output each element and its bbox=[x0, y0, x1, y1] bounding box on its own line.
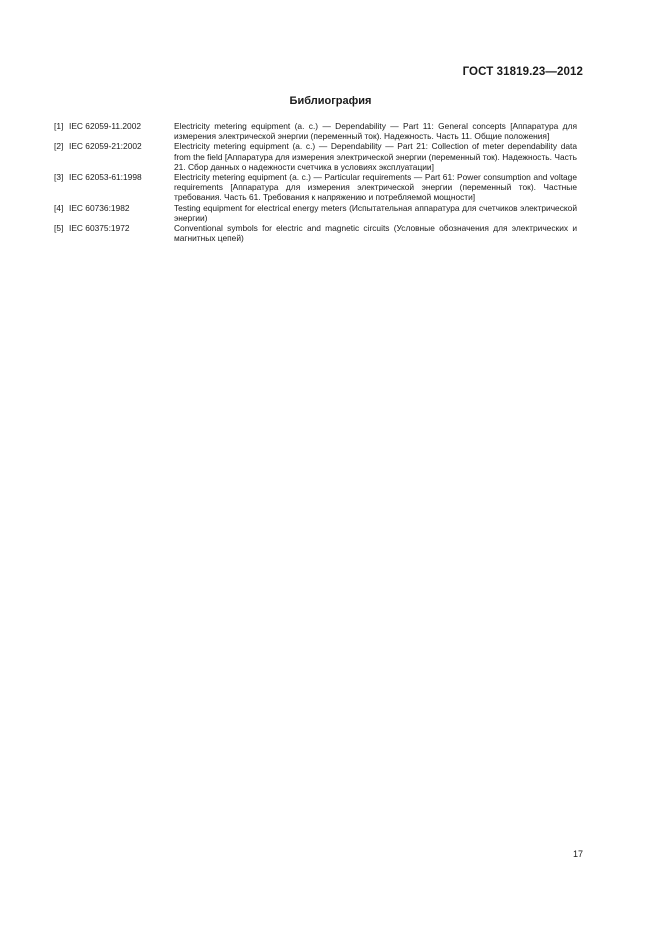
bibliography-entry bbox=[54, 203, 577, 223]
entry-number: [4] bbox=[54, 202, 64, 213]
entry-standard: IEC 62053-61:1998 bbox=[69, 172, 142, 183]
entry-number: [2] bbox=[54, 141, 64, 152]
entry-text: Conventional symbols for electric and magnetic circuits (Условные обозначения для электрических и магнитных цепей) bbox=[174, 223, 577, 244]
bibliography-entry bbox=[54, 172, 577, 203]
document-code: ГОСТ 31819.23—2012 bbox=[462, 66, 583, 78]
entry-text: Electricity metering equipment (a. c.) — Dependability — Part 21: Collection of meter dependability data from the field [Аппаратура для измерения электрической энергии (переменный ток). Надежность. Часть 21. Сбор данных о надежности счетчика в условиях эксплуатации] bbox=[174, 141, 577, 172]
bibliography-entry bbox=[54, 121, 577, 141]
entry-number: [5] bbox=[54, 223, 64, 234]
entry-text: Electricity metering equipment (a. c.) — Dependability — Part 11: General concepts [Аппаратура для измерения электрической энергии (переменный ток). Надежность. Часть 11. Общие положения] bbox=[174, 121, 577, 142]
bibliography-title: Библиография bbox=[289, 95, 372, 107]
entry-standard: IEC 62059-11.2002 bbox=[69, 121, 142, 131]
entry-standard: IEC 62059-21:2002 bbox=[69, 141, 142, 152]
page-number: 17 bbox=[572, 849, 583, 859]
entry-standard: IEC 60375:1972 bbox=[69, 223, 130, 234]
entry-number: [3] bbox=[54, 172, 64, 183]
entry-number: [1] bbox=[54, 121, 64, 131]
bibliography-entry bbox=[54, 141, 577, 172]
bibliography-entry bbox=[54, 223, 577, 243]
bibliography-list bbox=[54, 121, 577, 243]
entry-standard: IEC 60736:1982 bbox=[69, 202, 130, 213]
entry-text: Testing equipment for electrical energy meters (Испытательная аппаратура для счетчиков электрической энергии) bbox=[174, 202, 577, 223]
entry-text: Electricity metering equipment (a. c.) — Particular requirements — Part 61: Power consumption and voltage requirements [Аппаратура для измерения электрической энергии (переменный ток). Частные требования. Часть 61. Требования к напряжению и потребляемой мощности] bbox=[174, 172, 577, 203]
